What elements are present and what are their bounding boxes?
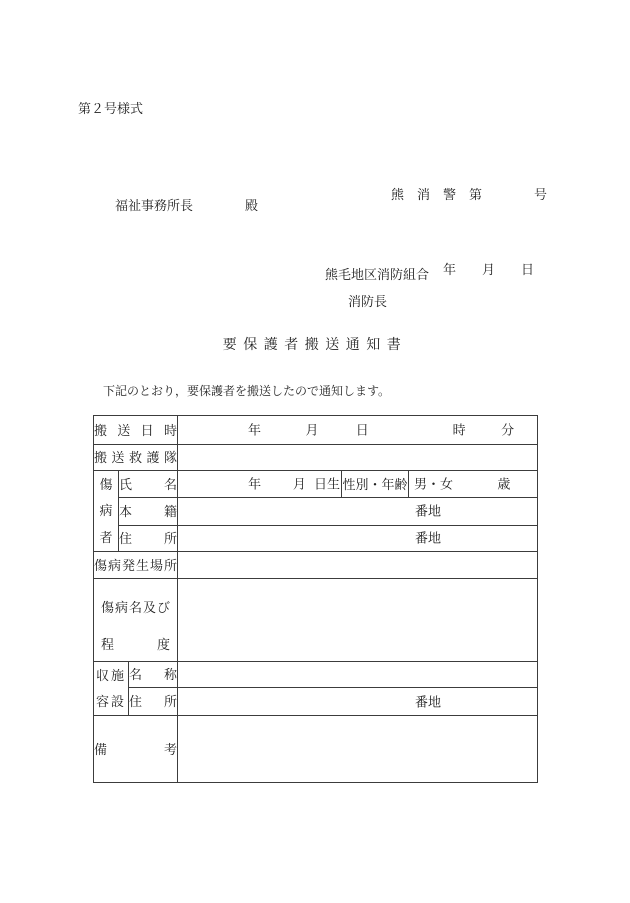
facility-name-field xyxy=(178,662,538,688)
notification-table xyxy=(93,415,538,783)
remarks-row xyxy=(94,716,538,783)
domicile-banchi-suffix: 番地 xyxy=(414,503,441,519)
rescue-team-row xyxy=(94,445,538,471)
rescue-team-label: 搬送救護隊 xyxy=(94,445,178,471)
patient-char-2: 病 xyxy=(99,503,113,519)
facility-vertical-label xyxy=(94,662,129,716)
facility-label-line2: 容設 xyxy=(95,694,126,710)
incident-location-row xyxy=(94,552,538,579)
illness-label xyxy=(94,579,178,662)
transport-datetime-row xyxy=(94,416,538,445)
sex-age-header: 性別・年齢 xyxy=(342,471,409,498)
patient-char-3: 者 xyxy=(99,530,113,546)
illness-label-line1: 傷病名及び xyxy=(101,600,170,615)
recipient-line: 福祉事務所長 殿 xyxy=(115,198,259,213)
hour-unit: 時 xyxy=(452,422,466,438)
domicile-field xyxy=(178,498,538,525)
birth-date-field xyxy=(178,471,342,498)
domicile-label: 本籍 xyxy=(119,498,178,525)
facility-address-field xyxy=(178,688,538,716)
age-unit: 歳 xyxy=(497,476,511,492)
patient-name-row xyxy=(94,471,538,498)
facility-name-row xyxy=(94,662,538,688)
address-banchi-suffix: 番地 xyxy=(414,530,441,546)
sender-title: 消防長 xyxy=(348,294,388,309)
remarks-label: 備考 xyxy=(94,716,178,783)
minute-unit: 分 xyxy=(501,422,515,438)
patient-vertical-label xyxy=(94,471,119,552)
facility-banchi-suffix: 番地 xyxy=(414,694,441,710)
incident-location-label: 傷病発生場所 xyxy=(94,552,178,579)
name-label: 氏名 xyxy=(119,471,178,498)
birth-day-unit: 日生 xyxy=(313,476,340,492)
address-field xyxy=(178,525,538,551)
document-title: 要保護者搬送通知書 xyxy=(222,338,408,353)
patient-char-1: 傷 xyxy=(99,476,113,492)
reference-block xyxy=(391,132,547,332)
incident-location-field xyxy=(178,552,538,579)
address-label: 住所 xyxy=(119,525,178,551)
illness-field xyxy=(178,579,538,662)
domicile-row xyxy=(94,498,538,525)
reference-date-line: 年 月 日 xyxy=(442,262,534,277)
intro-text: 下記のとおり，要保護者を搬送したので通知します。 xyxy=(103,384,391,398)
transport-datetime-label: 搬送日時 xyxy=(94,416,178,445)
facility-address-label: 住所 xyxy=(129,688,178,716)
sex-options: 男・女 xyxy=(414,476,454,492)
address-row xyxy=(94,525,538,551)
year-unit: 年 xyxy=(248,422,262,438)
sender-organization: 熊毛地区消防組合 xyxy=(325,267,430,282)
facility-address-row xyxy=(94,688,538,716)
sex-age-field xyxy=(409,471,538,498)
form-number: 第２号様式 xyxy=(78,101,144,116)
reference-number-line: 熊 消 警 第 号 xyxy=(390,187,547,202)
transport-datetime-field xyxy=(178,416,538,445)
month-unit: 月 xyxy=(305,422,319,438)
birth-year-unit: 年 xyxy=(248,476,262,492)
facility-name-label: 名称 xyxy=(129,662,178,688)
facility-label-line1: 収施 xyxy=(95,667,126,683)
rescue-team-field xyxy=(178,445,538,471)
remarks-field xyxy=(178,716,538,783)
birth-month-unit: 月 xyxy=(292,476,306,492)
illness-label-line2: 程度 xyxy=(101,637,170,652)
illness-row xyxy=(94,579,538,662)
day-unit: 日 xyxy=(355,422,369,438)
